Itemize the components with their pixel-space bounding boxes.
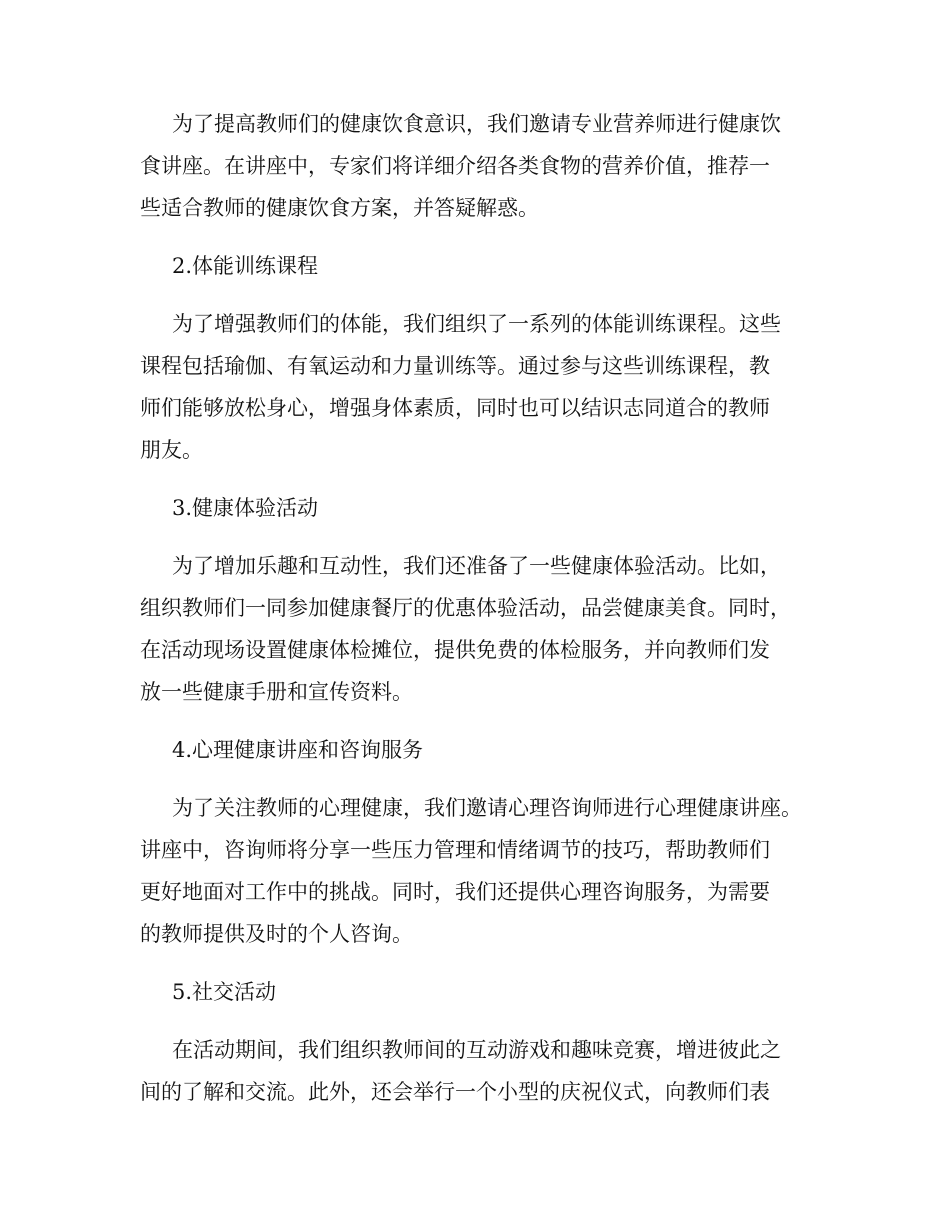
section-heading-experience: 3.健康体验活动 <box>172 496 319 520</box>
paragraph-line: 为了提高教师们的健康饮食意识，我们邀请专业营养师进行健康饮 <box>172 112 781 136</box>
paragraph-line: 食讲座。在讲座中，专家们将详细介绍各类食物的营养价值，推荐一 <box>140 154 770 178</box>
paragraph-line: 课程包括瑜伽、有氧运动和力量训练等。通过参与这些训练课程，教 <box>140 354 770 378</box>
paragraph-line: 为了关注教师的心理健康，我们邀请心理咨询师进行心理健康讲座。 <box>172 796 802 820</box>
paragraph-line: 组织教师们一同参加健康餐厅的优惠体验活动，品尝健康美食。同时， <box>140 596 791 620</box>
section-heading-fitness: 2.体能训练课程 <box>172 254 319 278</box>
paragraph-line: 为了增加乐趣和互动性，我们还准备了一些健康体验活动。比如， <box>172 554 781 578</box>
paragraph-line: 间的了解和交流。此外，还会举行一个小型的庆祝仪式，向教师们表 <box>140 1080 770 1104</box>
paragraph-line: 为了增强教师们的体能，我们组织了一系列的体能训练课程。这些 <box>172 312 781 336</box>
paragraph-line: 更好地面对工作中的挑战。同时，我们还提供心理咨询服务，为需要 <box>140 880 770 904</box>
paragraph-line: 讲座中，咨询师将分享一些压力管理和情绪调节的技巧，帮助教师们 <box>140 838 770 862</box>
section-heading-social: 5.社交活动 <box>172 980 277 1004</box>
paragraph-line: 师们能够放松身心，增强身体素质，同时也可以结识志同道合的教师 <box>140 396 770 420</box>
paragraph-line: 在活动期间，我们组织教师间的互动游戏和趣味竞赛，增进彼此之 <box>172 1038 781 1062</box>
paragraph-line: 些适合教师的健康饮食方案，并答疑解惑。 <box>140 196 539 220</box>
paragraph-line: 的教师提供及时的个人咨询。 <box>140 922 413 946</box>
section-heading-mental: 4.心理健康讲座和咨询服务 <box>172 738 424 762</box>
paragraph-line: 朋友。 <box>140 438 203 462</box>
paragraph-line: 在活动现场设置健康体检摊位，提供免费的体检服务，并向教师们发 <box>140 638 770 662</box>
paragraph-line: 放一些健康手册和宣传资料。 <box>140 680 413 704</box>
